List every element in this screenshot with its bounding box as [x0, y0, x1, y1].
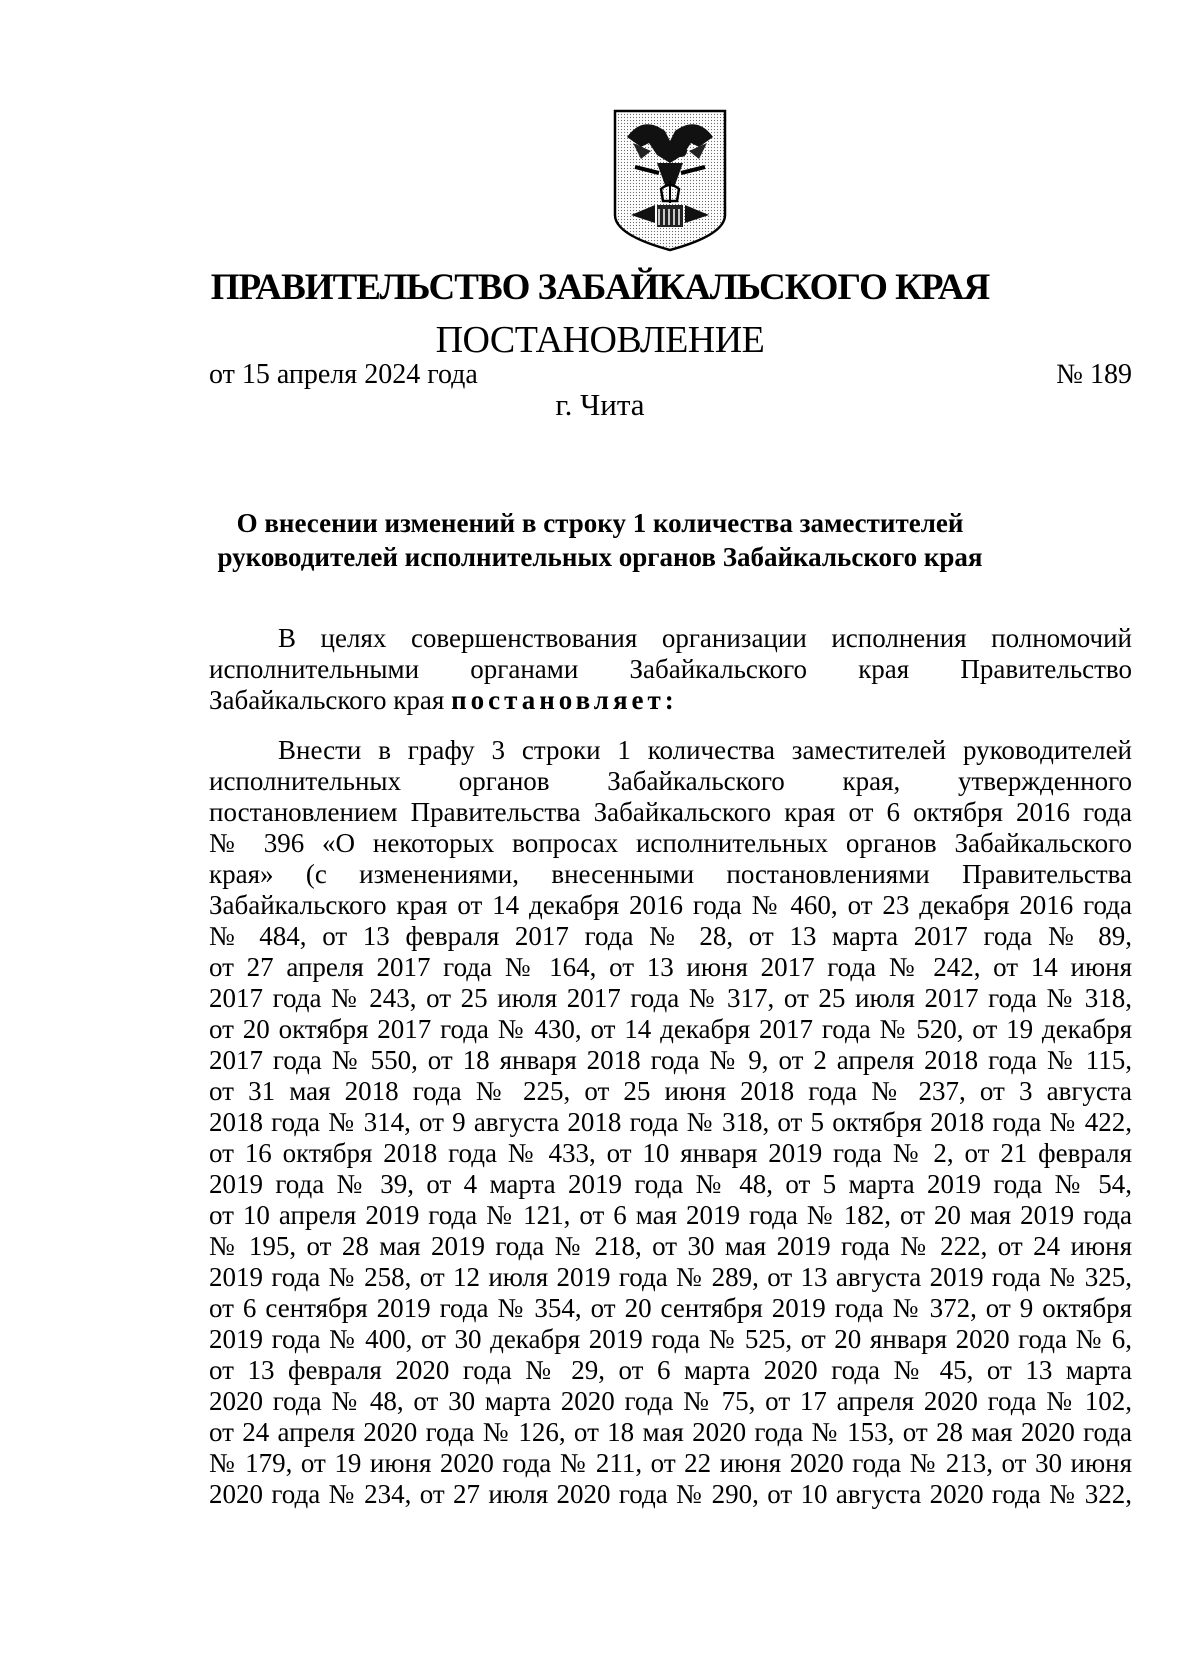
paragraph-line: Забайкальского края от 14 декабря 2016 года № 460, от 23 декабря 2016 года — [209, 890, 1132, 920]
paragraph-line — [209, 685, 1132, 716]
coat-of-arms-icon — [611, 107, 729, 253]
paragraph-line: от 13 февраля 2020 года № 29, от 6 марта 2020 года № 45, от 13 марта — [209, 1355, 1132, 1385]
document-date: от 15 апреля 2024 года — [209, 359, 478, 390]
paragraph-line: № 195, от 28 мая 2019 года № 218, от 30 мая 2019 года № 222, от 24 июня — [209, 1231, 1132, 1261]
document-type: ПОСТАНОВЛЕНИЕ — [435, 319, 765, 361]
paragraph-line: 2017 года № 243, от 25 июля 2017 года № 317, от 25 июля 2017 года № 318, — [209, 983, 1132, 1013]
paragraph-line: № 484, от 13 февраля 2017 года № 28, от 13 марта 2017 года № 89, — [209, 921, 1132, 951]
paragraph-line: от 24 апреля 2020 года № 126, от 18 мая 2020 года № 153, от 28 мая 2020 года — [209, 1417, 1132, 1447]
decree-word: постановляет: — [451, 685, 678, 715]
paragraph-line: 2019 года № 39, от 4 марта 2019 года № 48, от 5 марта 2019 года № 54, — [209, 1169, 1132, 1199]
paragraph-line: Внести в графу 3 строки 1 количества заместителей руководителей — [278, 735, 1132, 765]
paragraph-line: исполнительными органами Забайкальского края Правительство — [209, 654, 1132, 684]
paragraph-line: 2019 года № 258, от 12 июля 2019 года № 289, от 13 августа 2019 года № 325, — [209, 1262, 1132, 1292]
city-name: г. Чита — [555, 387, 645, 422]
paragraph-line: 2017 года № 550, от 18 января 2018 года № 9, от 2 апреля 2018 года № 115, — [209, 1045, 1132, 1075]
paragraph-line: от 10 апреля 2019 года № 121, от 6 мая 2019 года № 182, от 20 мая 2019 года — [209, 1200, 1132, 1230]
document-title-line: руководителей исполнительных органов Забайкальского края — [217, 542, 983, 572]
paragraph-line: от 27 апреля 2017 года № 164, от 13 июня 2017 года № 242, от 14 июня — [209, 952, 1132, 982]
paragraph-line: исполнительных органов Забайкальского края, утвержденного — [209, 766, 1132, 796]
main-paragraph — [209, 735, 1132, 1510]
document-number: № 189 — [1056, 359, 1132, 390]
preamble-last-line-text: Забайкальского края — [209, 685, 452, 715]
paragraph-line: В целях совершенствования организации исполнения полномочий — [278, 623, 1132, 653]
paragraph-line: от 6 сентября 2019 года № 354, от 20 сентября 2019 года № 372, от 9 октября — [209, 1293, 1132, 1323]
document-title-line: О внесении изменений в строку 1 количества заместителей — [236, 508, 964, 538]
paragraph-line: от 20 октября 2017 года № 430, от 14 декабря 2017 года № 520, от 19 декабря — [209, 1014, 1132, 1044]
paragraph-line: от 31 мая 2018 года № 225, от 25 июня 2018 года № 237, от 3 августа — [209, 1076, 1132, 1106]
paragraph-line: 2020 года № 48, от 30 марта 2020 года № 75, от 17 апреля 2020 года № 102, — [209, 1386, 1132, 1416]
paragraph-line: от 16 октября 2018 года № 433, от 10 января 2019 года № 2, от 21 февраля — [209, 1138, 1132, 1168]
paragraph-line: 2018 года № 314, от 9 августа 2018 года № 318, от 5 октября 2018 года № 422, — [209, 1107, 1132, 1137]
preamble-paragraph — [209, 623, 1132, 716]
paragraph-line: края» (с изменениями, внесенными постановлениями Правительства — [209, 859, 1132, 889]
paragraph-line: 2020 года № 234, от 27 июля 2020 года № 290, от 10 августа 2020 года № 322, — [209, 1479, 1132, 1509]
paragraph-line: № 396 «О некоторых вопросах исполнительных органов Забайкальского — [209, 828, 1132, 858]
organization-name: ПРАВИТЕЛЬСТВО ЗАБАЙКАЛЬСКОГО КРАЯ — [210, 267, 990, 308]
paragraph-line: 2019 года № 400, от 30 декабря 2019 года № 525, от 20 января 2020 года № 6, — [209, 1324, 1132, 1354]
paragraph-line: постановлением Правительства Забайкальского края от 6 октября 2016 года — [209, 797, 1132, 827]
paragraph-line: № 179, от 19 июня 2020 года № 211, от 22 июня 2020 года № 213, от 30 июня — [209, 1448, 1132, 1478]
